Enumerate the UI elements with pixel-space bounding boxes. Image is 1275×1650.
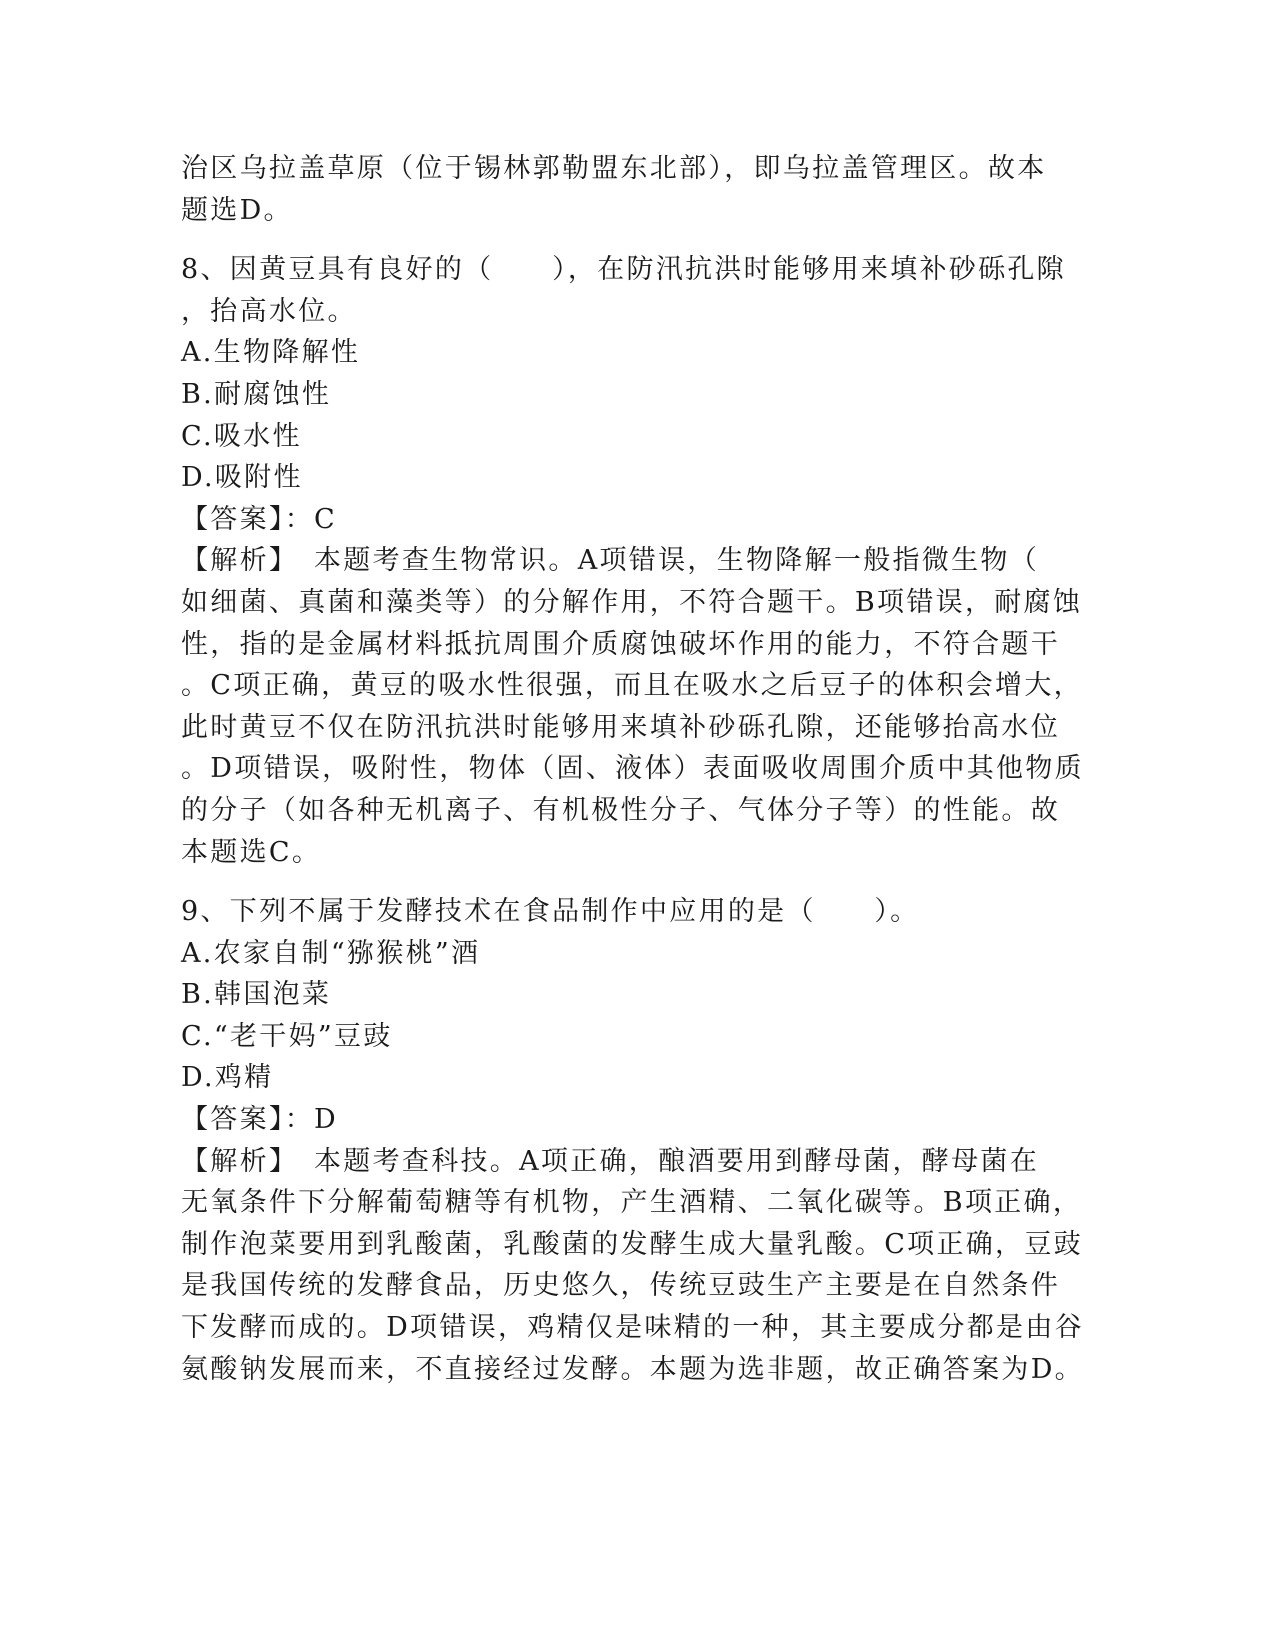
option-b: B.耐腐蚀性 [181, 378, 332, 410]
previous-answer-tail [181, 148, 1081, 231]
text-line: 题选D。 [181, 194, 293, 226]
analysis-text: 制作泡菜要用到乳酸菌，乳酸菌的发酵生成大量乳酸。C项正确，豆豉 [181, 1228, 1083, 1260]
text-line: 治区乌拉盖草原（位于锡林郭勒盟东北部），即乌拉盖管理区。故本 [181, 153, 1047, 184]
analysis-text: 本题选C。 [181, 836, 322, 868]
question-text: 8、因黄豆具有良好的（ ），在防汛抗洪时能够用来填补砂砾孔隙 [181, 254, 1066, 286]
analysis-text: 【解析】 本题考查科技。A项正确，酿酒要用到酵母菌，酵母菌在 [181, 1145, 1039, 1177]
analysis-text: 【解析】 本题考查生物常识。A项错误，生物降解一般指微生物（ [181, 545, 1039, 577]
option-c: C.“老干妈”豆豉 [181, 1020, 393, 1052]
option-b: B.韩国泡菜 [181, 979, 332, 1011]
spacer [181, 873, 1081, 891]
option-a: A.生物降解性 [181, 337, 361, 369]
answer-line: 【答案】：D [181, 1104, 338, 1136]
option-c: C.吸水性 [181, 420, 302, 452]
question-text: 9、下列不属于发酵技术在食品制作中应用的是（ ）。 [181, 896, 920, 928]
analysis-text: 无氧条件下分解葡萄糖等有机物，产生酒精、二氧化碳等。B项正确， [181, 1187, 1083, 1219]
option-d: D.吸附性 [181, 462, 303, 494]
option-a: A.农家自制“猕猴桃”酒 [181, 937, 481, 969]
question-8 [181, 249, 1084, 873]
analysis-text: 。C项正确，黄豆的吸水性很强，而且在吸水之后豆子的体积会增大， [181, 670, 1083, 702]
question-9 [181, 891, 1084, 1390]
analysis-text: 。D项错误，吸附性，物体（固、液体）表面吸收周围介质中其他物质 [181, 753, 1084, 785]
answer-line: 【答案】：C [181, 503, 337, 535]
analysis-text: 此时黄豆不仅在防汛抗洪时能够用来填补砂砾孔隙，还能够抬高水位 [181, 711, 1060, 743]
analysis-text: 如细菌、真菌和藻类等）的分解作用，不符合题干。B项错误，耐腐蚀 [181, 586, 1083, 618]
analysis-text: 是我国传统的发酵食品，历史悠久，传统豆豉生产主要是在自然条件 [181, 1270, 1060, 1302]
analysis-text: 下发酵而成的。D项错误，鸡精仅是味精的一种，其主要成分都是由谷 [181, 1312, 1084, 1344]
analysis-text: 性，指的是金属材料抵抗周围介质腐蚀破坏作用的能力，不符合题干 [181, 628, 1060, 660]
document-page [181, 148, 1084, 1390]
spacer [181, 231, 1081, 249]
option-d: D.鸡精 [181, 1062, 274, 1094]
question-text: ，抬高水位。 [181, 295, 357, 327]
analysis-text: 氨酸钠发展而来，不直接经过发酵。本题为选非题，故正确答案为D。 [181, 1353, 1084, 1385]
analysis-text: 的分子（如各种无机离子、有机极性分子、气体分子等）的性能。故 [181, 794, 1060, 826]
